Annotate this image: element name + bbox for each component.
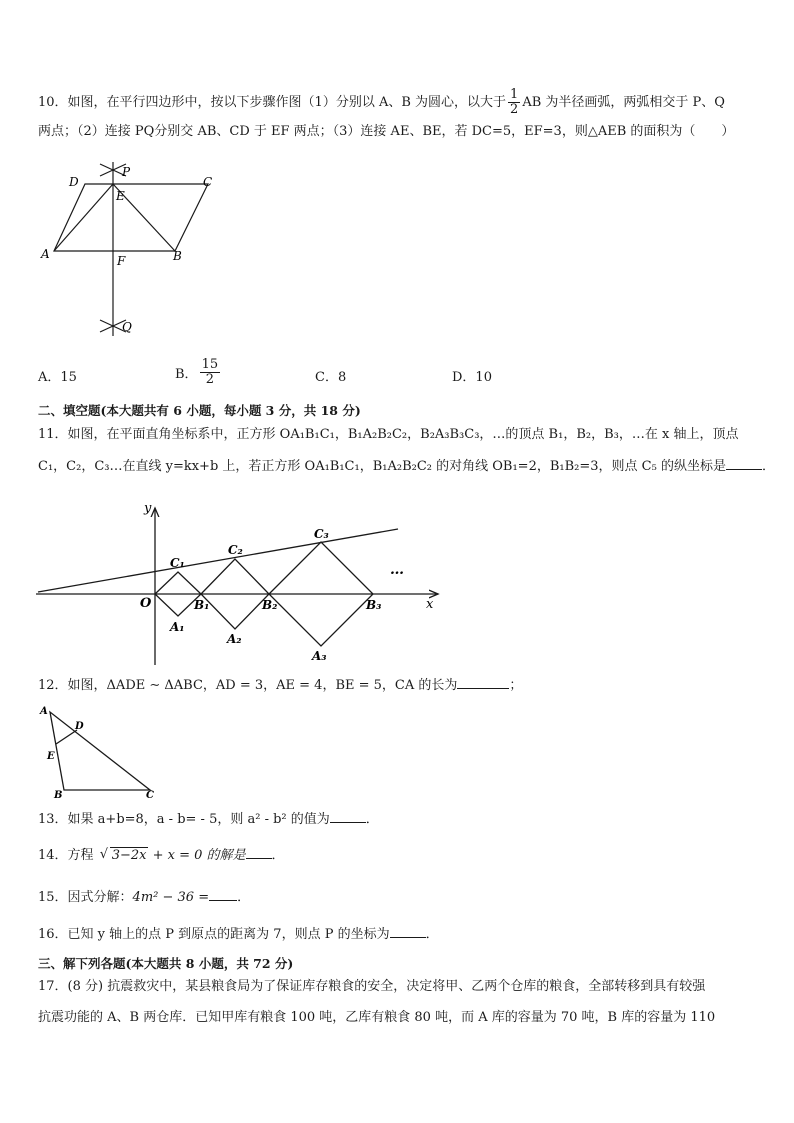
label-o: O (140, 596, 152, 611)
segment-ae (54, 184, 113, 251)
label-b1: B₁ (194, 598, 210, 612)
label-b: B (54, 790, 63, 801)
q17-line1: 17．(8 分) 抗震救灾中，某县粮食局为了保证库存粮食的安全，决定将甲、乙两个仓库的粮食，全部转移到具有较强 (38, 979, 706, 994)
sqrt-expression: √ 3−2x (99, 847, 147, 863)
label-a: A (40, 706, 48, 717)
q13-answer-blank[interactable] (330, 810, 366, 823)
q10-parallelogram-figure (38, 158, 228, 338)
label-f: F (117, 254, 126, 268)
q12-triangle-figure (38, 702, 168, 802)
label-d: D (75, 721, 84, 732)
q17-line2: 抗震功能的 A、B 两仓库．已知甲库有粮食 100 吨，乙库有粮食 80 吨，而 A 库的容量为 70 吨，B 库的容量为 110 (38, 1010, 716, 1025)
q10-option-d: D．10 (452, 370, 492, 385)
label-c: C (146, 790, 154, 801)
label-e: E (47, 751, 55, 762)
q11-line2: C₁，C₂，C₃…在直线 y=kx+b 上，若正方形 OA₁B₁C₁，B₁A₂B₂C₂ 的对角线 OB₁=2，B₁B₂=3，则点 C₅ 的纵坐标是 ． (38, 459, 775, 474)
q16-line: 16．已知 y 轴上的点 P 到原点的距离为 7，则点 P 的坐标为 ． (38, 927, 439, 942)
q10-fraction: $\frac{1}{2}$ (510, 87, 519, 117)
q10-text-b: AB 为半径画弧，两弧相交于 P、Q (522, 95, 725, 110)
label-c1: C₁ (170, 556, 185, 570)
parallelogram-abcd (54, 184, 208, 251)
q10-line2: 两点；（2）连接 PQ分别交 AB、CD 于 EF 两点；（3）连接 AE、BE，若 DC=5，EF=3，则△AEB 的面积为（ ） (38, 124, 735, 139)
q10-option-c: C．8 (315, 370, 347, 385)
q10-line1 (38, 88, 725, 117)
q12-answer-blank[interactable] (457, 676, 509, 689)
triangle-abc (50, 712, 150, 790)
section-2-heading: 二、填空题(本大题共有 6 小题，每小题 3 分，共 18 分) (38, 403, 361, 418)
label-b3: B₃ (366, 598, 382, 612)
label-e: E (116, 189, 125, 203)
label-p: P (122, 165, 131, 179)
y-axis-label: y (144, 501, 152, 516)
x-axis-label: x (426, 597, 434, 612)
q11-answer-blank[interactable] (726, 457, 762, 470)
label-b2: B₂ (262, 598, 278, 612)
q14-answer-blank[interactable] (246, 846, 272, 859)
sqrt-sign-icon: √ (99, 847, 108, 862)
label-q: Q (122, 320, 132, 334)
label-c3: C₃ (314, 527, 329, 541)
q15-line: 15．因式分解：4m² − 36 = ． (38, 890, 251, 905)
q15-answer-blank[interactable] (209, 888, 237, 901)
line-y-kx-b (38, 529, 398, 592)
label-d: D (69, 175, 79, 189)
label-a2: A₂ (227, 632, 242, 646)
q11-coordinate-figure (36, 500, 448, 670)
q10-text-a: 10．如图，在平行四边形中，按以下步骤作图（1）分别以 A、B 为圆心，以大于 (38, 95, 507, 110)
label-c2: C₂ (228, 543, 243, 557)
segment-de (56, 730, 77, 744)
section-3-heading: 三、解下列各题(本大题共 8 小题，共 72 分) (38, 956, 294, 971)
q10-option-b: B． $\frac{15}{2}$ (175, 357, 219, 387)
q16-answer-blank[interactable] (390, 925, 426, 938)
q10-option-a: A．15 (38, 370, 77, 385)
q14-line: 14．方程 √ 3−2x + x = 0 的解是 ． (38, 846, 285, 866)
continuation-dots: … (390, 562, 404, 578)
q12-line: 12．如图，ΔADE ∼ ΔABC，AD = 3，AE = 4，BE = 5，CA 的长为 ； (38, 678, 523, 693)
label-a: A (41, 247, 50, 261)
q11-line1: 11．如图，在平面直角坐标系中，正方形 OA₁B₁C₁，B₁A₂B₂C₂，B₂A₃B₃C₃，…的顶点 B₁，B₂，B₃，…在 x 轴上，顶点 (38, 427, 739, 442)
label-a3: A₃ (312, 649, 327, 663)
q13-line: 13．如果 a+b=8，a - b= - 5，则 a² - b² 的值为 ． (38, 812, 379, 827)
label-c: C (203, 175, 213, 189)
label-a1: A₁ (170, 620, 185, 634)
label-b: B (173, 249, 182, 263)
